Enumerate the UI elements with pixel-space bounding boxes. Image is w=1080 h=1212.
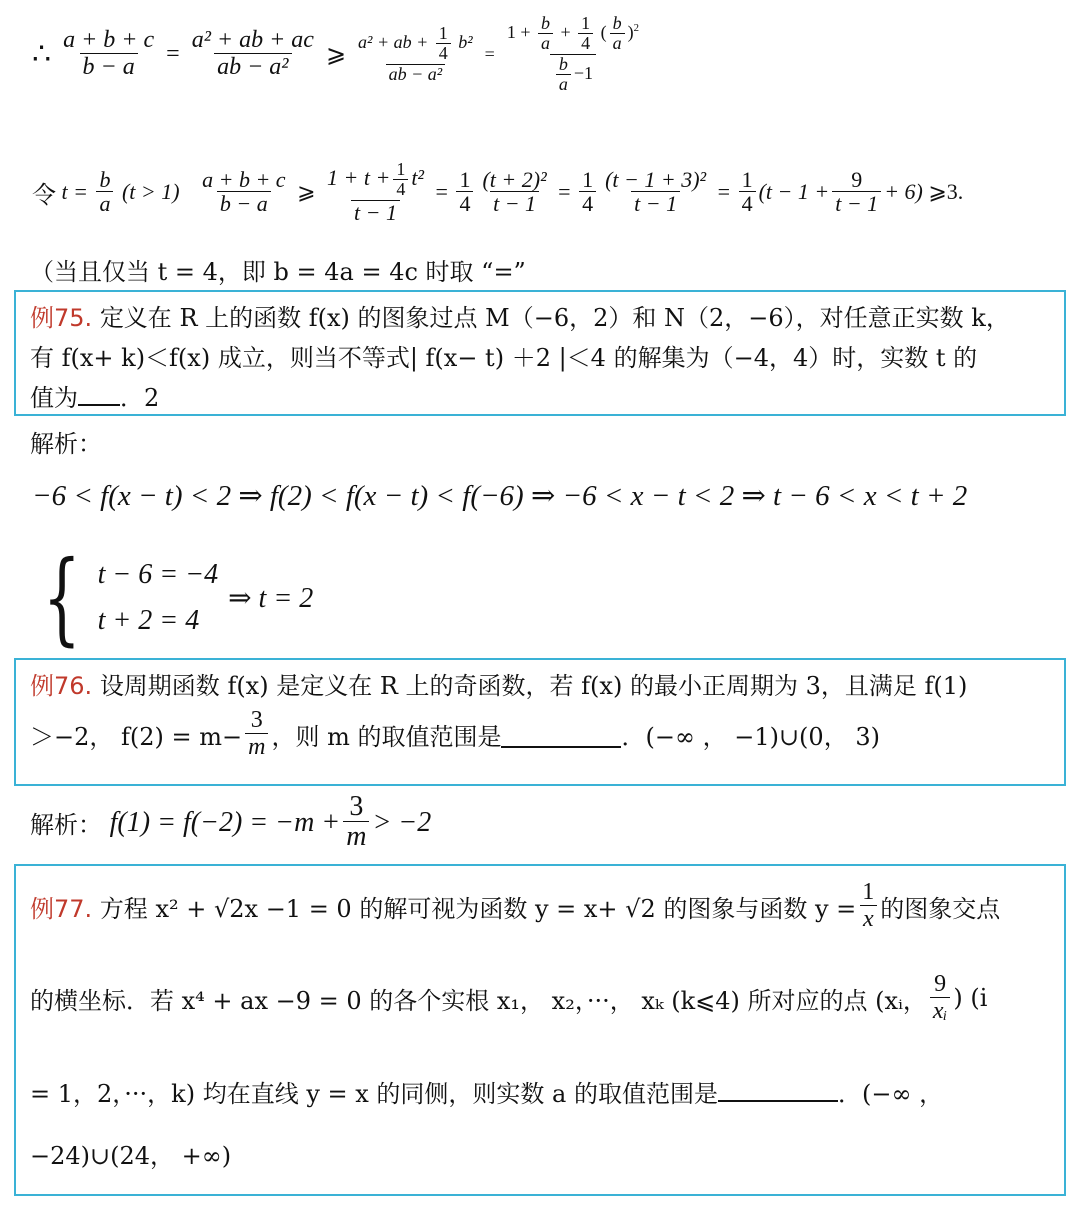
fraction: 1 + $\frac{b}{a}$ + $\frac{1}{4}$ ( $\frac{b}{a}$ )$^2$ $\frac{b}{a}$ −1	[506, 13, 640, 94]
derivation-line-1: ∴ $\frac{a + b + c}{b - a}$ = $\frac{\text{a² + ab + ac}}{\text{ab − a²}}$ ⩾ a² + ab + $\frac{1}{4}$ b² ab − a² = 1 + $\frac{b}{a}$ + $\frac{1}{4}$ ( $\frac{b}{a}$ )$^2$ $\frac{b}{a}$ −1	[32, 14, 1080, 94]
example-75-line-2: 有 f(x+ k)＜f(x) 成立，则当不等式| f(x− t) ＋2 |＜4 的解集为（−4，4）时，实数 t 的	[30, 344, 978, 372]
example-77-line-4: −24)∪(24， +∞)	[30, 1142, 232, 1170]
implication-chain: −6 < f(x − t) < 2 ⇒ f(2) < f(x − t) < f(−6) ⇒ −6 < x − t < 2 ⇒ t − 6 < x < t + 2	[32, 480, 968, 512]
example-77-line-3: = 1，2，···，k) 均在直线 y = x 的同侧，则实数 a 的取值范围是 ．(−∞ ，	[30, 1080, 944, 1108]
left-brace-icon: {	[42, 539, 81, 656]
example-75-line-1: 例75. 定义在 R 上的函数 f(x) 的图象过点 M（−6，2）和 N（2，−6），对任意正实数 k，	[30, 304, 1010, 332]
example-77-line-1: 例77. 方程 x² + √2x −1 = 0 的解可视为函数 y = x+ √2 的图象与函数 y = $\frac{1}{x}$ 的图象交点	[30, 879, 1001, 933]
example-76-label: 例76.	[30, 672, 93, 700]
example-75-line-3: 值为 ．2	[30, 384, 160, 412]
analysis-label: 解析：	[30, 430, 102, 458]
equation-system: { t − 6 = −4 t + 2 = 4 ⇒ t = 2	[42, 539, 314, 656]
equality-condition-note: （当且仅当 t = 4，即 b = 4a = 4c 时取 “=”	[30, 258, 526, 286]
example-77-label: 例77.	[30, 894, 93, 923]
example-75-label: 例75.	[30, 304, 93, 332]
therefore-symbol: ∴	[32, 37, 52, 71]
substitution-line: 令 t = $\frac{b}{a}$ (t > 1) $\frac{a + b + c}{b - a}$ ⩾ 1 + t + $\frac{1}{4}$ t² t − 1 = $\frac{1}{4}$ $\frac{\text{(t + 2)²}}{t - 1}$ = $\frac{1}{4}$ $\frac{\text{(t − 1 + 3)²}}{t - 1}$ = $\frac{1}{4}$ (t − 1 + $\frac{9}{t - 1}$ + 6) ⩾3.	[32, 159, 964, 225]
answer-blank[interactable]	[501, 720, 621, 748]
example-76-line-1: 例76. 设周期函数 f(x) 是定义在 R 上的奇函数，若 f(x) 的最小正周期为 3，且满足 f(1)	[30, 672, 968, 700]
fraction: a² + ab + $\frac{1}{4}$ b² ab − a²	[358, 22, 473, 84]
answer-blank[interactable]	[718, 1078, 838, 1102]
example-77-line-2: 的横坐标．若 x⁴ + ax −9 = 0 的各个实根 x₁， x₂，···， xₖ (k⩽4) 所对应的点 (xᵢ， $\frac{9}{\text{xᵢ}}$ ) (i	[30, 971, 988, 1025]
example-76-line-2: ＞−2， f(2) = m− $\frac{3}{m}$ ，则 m 的取值范围是 ．(−∞ ， −1)∪(0， 3)	[30, 707, 880, 761]
fraction: $\frac{a + b + c}{b - a}$	[63, 26, 155, 81]
answer-blank[interactable]	[78, 404, 120, 406]
fraction: $\frac{\text{a² + ab + ac}}{\text{ab − a²}}$	[191, 26, 314, 81]
analysis-76: 解析： f(1) = f(−2) = −m + $\frac{3}{m}$ > −2	[30, 791, 432, 853]
